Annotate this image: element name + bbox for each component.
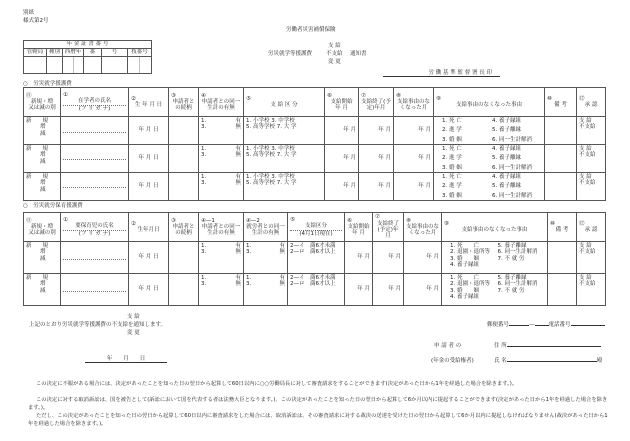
end-reason-option[interactable]: 2. 退園・退所等 (450, 281, 490, 288)
end-reason-option[interactable]: 2. 進 学 (442, 155, 462, 162)
stamp-line (383, 70, 500, 77)
column-label: 支給終了(予定)年月 (376, 220, 399, 240)
column-header (442, 213, 548, 242)
end-reason-cell (442, 242, 548, 274)
option-number: 3. (201, 152, 207, 159)
column-number: ⑧ (396, 92, 401, 99)
column-number: ⑦ (375, 214, 380, 221)
category-option[interactable]: 減 (40, 158, 46, 165)
column-number: ④—1 (201, 217, 215, 224)
name-label: 氏 名 (494, 358, 507, 364)
end-reason-cell (442, 274, 548, 306)
proviso-note: ただし、この決定があったことを知った日の翌日から起算して60日以内に審査請求をした場合には、取消訴訟は、その審査請求に対する裁決の送達を受けた日の翌日から起算して6か月以内に提起しなければなりません(裁決があった日から1年を経過した場合を除きます。)。 (28, 413, 608, 427)
approval (577, 117, 606, 145)
notice-suffix: 通知書 (350, 51, 367, 57)
same-household-applicant (199, 172, 244, 200)
payment-end-cell[interactable]: 年 月 (373, 274, 404, 306)
payment-end-cell[interactable]: 年 月 (359, 144, 394, 172)
relationship-cell[interactable] (169, 144, 199, 172)
option-label: 無 (235, 249, 241, 256)
column-number: ④—2 (246, 217, 260, 224)
end-reason-option[interactable]: 7. 不 就 労 (497, 287, 525, 294)
remarks-cell[interactable] (548, 242, 577, 274)
end-reason-cell (434, 172, 545, 200)
end-reason-option[interactable]: 5. 養子離縁 (492, 155, 521, 162)
column-header (244, 88, 325, 117)
address-label: 住 所 (494, 343, 507, 349)
childcare-aid-table (23, 212, 606, 306)
birthdate-cell[interactable]: 年 月 日 (129, 242, 169, 274)
category-option[interactable]: 減 (40, 130, 46, 137)
category-cell (24, 172, 61, 200)
same-household-worker (244, 274, 288, 306)
column-label: 新規・増 又は減の別 (28, 223, 56, 237)
payment-end-cell[interactable]: 年 月 (373, 242, 404, 274)
column-number: ⑨ (436, 95, 441, 102)
payment-start-cell[interactable]: 年 月 (345, 274, 373, 306)
section2-title: ○ 労災就労保育援護費 (23, 203, 83, 209)
payment-start-cell[interactable]: 年 月 (325, 172, 359, 200)
approval-option[interactable]: 不支給 (579, 180, 596, 187)
column-label: 支給終了(予定)年月 (361, 98, 391, 112)
payment-class (288, 242, 345, 274)
column-header (24, 88, 61, 117)
same-household-applicant-option[interactable] (201, 124, 241, 130)
column-header (345, 213, 373, 242)
birthdate-cell[interactable]: 年 月 日 (129, 117, 169, 145)
option-number: 1. (201, 275, 207, 281)
approval-option[interactable]: 支 給 (579, 243, 592, 249)
column-label: 生 年 月 日 (134, 102, 163, 108)
column-number: ⑪ (26, 92, 32, 99)
option-label: 有 (235, 275, 241, 281)
column-label: 支給開始 年 月 (347, 223, 370, 237)
notice-title: 労災就学等援護費 (268, 51, 313, 57)
category-cell (24, 117, 61, 145)
column-number: ⑩ (550, 220, 555, 227)
end-reason-option[interactable]: 6. 同一生計解消 (497, 281, 538, 288)
category-option[interactable]: 増 (40, 152, 46, 159)
column-header (359, 88, 394, 117)
school-class (244, 172, 325, 200)
end-reason-option[interactable]: 2. 進 学 (442, 127, 462, 134)
column-number: ④ (201, 92, 206, 99)
notice-date: 年 月 日 (85, 356, 167, 363)
birthdate-cell[interactable]: 年 月 日 (129, 172, 169, 200)
end-reason-option[interactable]: 3. 婚 姻 (442, 136, 462, 143)
school-class-option[interactable]: 1. 小学校 3. 中学校 (246, 145, 295, 152)
column-header (288, 213, 345, 242)
end-reason-option[interactable]: 1. 死 亡 (442, 145, 462, 152)
table-row (24, 144, 606, 172)
category-option[interactable]: 新 規 (26, 243, 49, 249)
option-label: 無 (235, 281, 241, 288)
name-field[interactable] (494, 358, 602, 364)
column-header (129, 213, 169, 242)
option-number: 3. (246, 281, 252, 288)
column-number: ⑤ (246, 95, 251, 102)
option-number: 1. (201, 145, 207, 152)
pension-number-box (23, 40, 152, 74)
payment-end-cell[interactable]: 年 月 (359, 172, 394, 200)
option-number: 1. (201, 173, 207, 180)
approval-option[interactable]: 不支給 (579, 249, 596, 256)
column-label: 支給開始 年 月 (330, 98, 353, 112)
column-header (199, 213, 244, 242)
end-reason-option[interactable]: 6. 同一生計解消 (492, 164, 532, 171)
approval-option[interactable]: 不支給 (579, 124, 596, 131)
school-class-option[interactable]: 5. 高等学校 7. 大 学 (246, 152, 297, 159)
end-reason-option[interactable]: 3. 婚 姻 (442, 192, 462, 199)
remarks-cell[interactable] (548, 274, 577, 306)
same-household-applicant-option[interactable] (201, 249, 241, 255)
school-class (244, 144, 325, 172)
end-reason-option[interactable]: 1. 死 亡 (442, 118, 462, 124)
notice-change: 変 更 (328, 59, 341, 65)
column-header (434, 88, 545, 117)
name-cell[interactable] (61, 117, 129, 145)
end-reason-option[interactable]: 1. 死 亡 (450, 243, 479, 249)
same-household-applicant (199, 117, 244, 145)
option-number: 1. (246, 243, 252, 249)
same-household-worker-option[interactable] (246, 249, 285, 255)
pension-box-column: 番 (84, 49, 102, 57)
approval-option[interactable]: 支 給 (579, 118, 592, 124)
column-label: 申請者との同一生計の有無 (201, 98, 241, 112)
name-cell[interactable] (61, 242, 129, 274)
option-number: 3. (201, 281, 207, 288)
column-header (24, 213, 61, 242)
option-number: 1. (201, 243, 207, 249)
table-row (24, 117, 606, 145)
column-header (199, 88, 244, 117)
column-label: 支給事由のなくなった月 (396, 98, 430, 112)
column-label: 新規・増 又は減の別 (28, 98, 56, 112)
category-option[interactable]: 増 (40, 249, 46, 256)
column-number: ⑫ (579, 220, 585, 227)
end-reason-option[interactable]: 4. 養子縁組 (450, 261, 479, 268)
column-label: 支給事由のなくなった月 (406, 223, 440, 237)
column-header (325, 88, 359, 117)
column-label: 申請者との続柄 (172, 98, 195, 112)
end-reason-option[interactable]: 6. 同一生計解消 (497, 249, 538, 256)
column-label: 申請者との続柄 (172, 223, 195, 237)
option-number: 1. (246, 275, 252, 281)
approval (577, 172, 606, 200)
column-number: ⑥ (327, 92, 332, 99)
end-reason-option[interactable] (498, 262, 546, 268)
payment-class-option[interactable]: 2—イ 満6才未満 (290, 243, 336, 249)
end-reason-option[interactable]: 1. 死 亡 (450, 275, 479, 281)
end-reason-option[interactable]: 3. 婚 姻 (442, 164, 462, 171)
end-reason-cell (434, 117, 545, 145)
payment-start-cell[interactable]: 年 月 (325, 144, 359, 172)
end-reason-option[interactable]: 5. 養子離縁 (492, 183, 521, 190)
applicant-label: 申 請 者 の (434, 343, 462, 349)
insurance-title: 労働者災害補償保険 (286, 27, 336, 33)
column-label: 支給事由のなくなった事由 (461, 227, 528, 233)
end-reason-option[interactable] (498, 294, 546, 300)
postal-code-field[interactable] (487, 322, 605, 328)
pension-box-column: 枝番号 (128, 49, 152, 57)
column-header (545, 88, 577, 117)
category-option[interactable]: 増 (40, 180, 46, 187)
seal-mark: 印 (486, 70, 492, 76)
column-header (244, 213, 288, 242)
same-household-applicant (199, 144, 244, 172)
column-header (169, 88, 199, 117)
option-label: 有 (235, 145, 241, 152)
same-household-applicant (199, 242, 244, 274)
same-household-worker-option[interactable] (246, 281, 285, 287)
end-reason-option[interactable]: 5. 養子離縁 (497, 243, 527, 249)
reason-ended-month-cell[interactable]: 年 月 (394, 117, 434, 145)
column-sublabel: (フ リ ガ ナ) (78, 230, 111, 237)
pension-box-column: 種別 (47, 49, 63, 57)
category-option[interactable]: 減 (40, 255, 46, 262)
category-option[interactable]: 新 規 (26, 145, 49, 152)
end-reason-option[interactable]: 6. 同一生計解消 (492, 136, 532, 143)
column-number: ② (131, 220, 136, 227)
relationship-cell[interactable] (169, 274, 199, 306)
column-label: 就労者との同一生計の有無 (246, 223, 285, 237)
reason-ended-month-cell[interactable]: 年 月 (404, 274, 442, 306)
column-label: 備 考 (555, 227, 569, 233)
column-number: ③ (171, 217, 176, 224)
name-cell[interactable] (61, 172, 129, 200)
notice-nopay: 不支給 (326, 51, 343, 57)
column-header (548, 213, 577, 242)
column-label: 支給区分 (290, 223, 342, 230)
column-label: 承 認 (584, 227, 598, 233)
approval (577, 274, 606, 306)
approval-option[interactable]: 支 給 (579, 173, 592, 180)
table-header-row (24, 88, 606, 117)
column-sublabel: (4月1日現在) (299, 230, 333, 237)
option-label: 有 (279, 275, 285, 281)
column-number: ⑪ (26, 217, 32, 224)
postal-dash: — (529, 322, 535, 328)
birthdate-cell[interactable]: 年 月 日 (129, 144, 169, 172)
option-number: 3. (201, 180, 207, 187)
payment-start-cell[interactable]: 年 月 (325, 117, 359, 145)
column-header (577, 213, 606, 242)
option-label: 無 (235, 180, 241, 187)
end-reason-option[interactable]: 7. 不 就 労 (497, 255, 525, 262)
column-number: ⑫ (579, 95, 585, 102)
column-number: ⑦ (361, 92, 366, 99)
same-household-applicant (199, 274, 244, 306)
category-option[interactable]: 減 (40, 186, 46, 193)
address-field[interactable] (494, 343, 601, 349)
column-header (61, 88, 129, 117)
category-option[interactable]: 増 (40, 124, 46, 131)
end-reason-option[interactable]: 3. 婚 姻 (450, 255, 479, 262)
category-cell (24, 274, 61, 306)
school-aid-table (23, 87, 606, 201)
end-reason-option[interactable]: 4. 養子縁組 (492, 145, 521, 152)
phone-label: 電話番号 (548, 322, 571, 328)
category-option[interactable]: 減 (40, 287, 46, 294)
end-reason-option[interactable]: 5. 養子離縁 (492, 127, 521, 134)
pension-box-title: 年 金 証 書 番 号 (24, 41, 152, 49)
footer-pay: 支 給 (127, 314, 140, 320)
school-class-option[interactable]: 5. 高等学校 7. 大 学 (246, 180, 297, 187)
column-sublabel: (フ リ ガ ナ) (78, 105, 111, 112)
column-label: 支給事由のなくなった事由 (455, 102, 522, 108)
remarks-cell[interactable] (545, 172, 577, 200)
footer-change: 変 更 (127, 330, 140, 336)
column-number: ① (63, 217, 68, 224)
column-number: ③ (171, 92, 176, 99)
pension-box-column: 西暦年 (63, 49, 84, 57)
column-label: 備 考 (554, 102, 567, 108)
approval (577, 242, 606, 274)
approval-option[interactable]: 不支給 (579, 281, 596, 288)
column-header (169, 213, 199, 242)
end-reason-option[interactable]: 4. 養子縁組 (492, 118, 521, 124)
pension-box-column: 号 (102, 49, 128, 57)
option-label: 無 (279, 249, 285, 256)
relationship-cell[interactable] (169, 117, 199, 145)
relationship-cell[interactable] (169, 242, 199, 274)
form-number: 様式第2号 (23, 18, 49, 24)
column-header (577, 88, 606, 117)
pension-box-column: 管轄局 (24, 49, 47, 57)
column-label: 支 給 区 分 (270, 102, 298, 108)
end-reason-option[interactable]: 3. 婚 姻 (450, 287, 479, 294)
lawsuit-note: この決定に対する取消訴訟は、国を被告として(訴訟において国を代表する者は法務大臣となります。)、この決定があったことを知った日の翌日から起算して6か月以内に提起することができます(決定があった日から1年を経過した場合を除きます。)。 (28, 397, 608, 411)
option-label: 無 (235, 152, 241, 159)
category-option[interactable]: 新 規 (26, 173, 49, 180)
reason-ended-month-cell[interactable]: 年 月 (404, 242, 442, 274)
column-number: ⑥ (347, 217, 352, 224)
same-household-worker (244, 242, 288, 274)
column-label: 生年月日 (137, 227, 160, 233)
option-number: 3. (201, 249, 207, 256)
column-header (61, 213, 129, 242)
column-label: 承 認 (584, 102, 598, 108)
column-number: ⑧ (406, 217, 411, 224)
column-number: ② (131, 95, 136, 102)
category-cell (24, 144, 61, 172)
column-number: ⑨ (444, 220, 449, 227)
column-number: ① (63, 92, 68, 99)
school-class-option[interactable]: 1. 小学校 3. 中学校 (246, 118, 295, 124)
option-label: 無 (279, 281, 285, 288)
column-header (394, 88, 434, 117)
payment-class-option[interactable]: 2—ロ 満6才以上 (290, 249, 336, 256)
birthdate-cell[interactable]: 年 月 日 (129, 274, 169, 306)
end-reason-option[interactable]: 5. 養子離縁 (497, 275, 527, 281)
option-label: 有 (235, 118, 241, 124)
appendix-label: 別紙 (23, 10, 35, 16)
option-number: 1. (201, 118, 207, 124)
remarks-cell[interactable] (545, 117, 577, 145)
applicant-sub-label: (年金の受給権者) (431, 358, 474, 364)
table-row (24, 242, 606, 274)
notice-pay: 支 給 (328, 43, 341, 49)
name-cell[interactable] (61, 274, 129, 306)
column-header (373, 213, 404, 242)
approval-option[interactable]: 不支給 (579, 152, 596, 159)
end-reason-option[interactable]: 2. 退園・退所等 (450, 249, 490, 256)
payment-class-option[interactable]: 2—ロ 満6才以上 (290, 281, 336, 288)
category-option[interactable]: 新 規 (26, 118, 49, 124)
table-row (24, 274, 606, 306)
table-row (24, 172, 606, 200)
category-cell (24, 242, 61, 274)
relationship-cell[interactable] (169, 172, 199, 200)
column-header (129, 88, 169, 117)
school-class-option[interactable]: 5. 高等学校 7. 大 学 (246, 124, 297, 131)
approval-option[interactable]: 支 給 (579, 275, 592, 281)
payment-class-option[interactable]: 2—イ 満6才未満 (290, 275, 336, 281)
reason-ended-month-cell[interactable]: 年 月 (394, 172, 434, 200)
section1-title: ○ 労災就学援護費 (23, 81, 72, 87)
column-header (404, 213, 442, 242)
payment-start-cell[interactable]: 年 月 (345, 242, 373, 274)
end-reason-option[interactable]: 6. 同一生計解消 (492, 192, 532, 199)
column-number: ⑩ (547, 95, 552, 102)
category-option[interactable]: 新 規 (26, 275, 49, 281)
option-label: 有 (235, 173, 241, 180)
end-reason-option[interactable]: 4. 養子縁組 (450, 293, 479, 300)
name-cell[interactable] (61, 144, 129, 172)
school-class-option[interactable]: 1. 小学校 3. 中学校 (246, 173, 295, 180)
option-label: 無 (235, 124, 241, 131)
appeal-note: この決定に不服がある場合には、決定があったことを知った日の翌日から起算して60日以内に○○労働局長に対して審査請求をすることができます(決定があった日から1年を経過した場合を除きます。)。 (36, 381, 518, 387)
column-label: 要保育児の氏名 (63, 223, 126, 230)
honorific: 殿 (596, 358, 603, 364)
table-header-row (24, 213, 606, 242)
end-reason-option[interactable]: 4. 養子縁組 (492, 173, 521, 180)
remarks-cell[interactable] (545, 144, 577, 172)
end-reason-option[interactable]: 2. 進 学 (442, 183, 462, 190)
end-reason-cell (434, 144, 545, 172)
payment-class (288, 274, 345, 306)
footer-statement: 上記のとおり労災就学等援護費の不支給を通知します。 (29, 322, 167, 328)
payment-end-cell[interactable]: 年 月 (359, 117, 394, 145)
same-household-applicant-option[interactable] (201, 152, 241, 158)
end-reason-option[interactable]: 1. 死 亡 (442, 173, 462, 180)
office-chief: 労 働 基 準 監 督 署 長 (428, 70, 485, 76)
option-number: 3. (246, 249, 252, 256)
column-label: 在学者の氏名 (63, 98, 126, 105)
postal-label: 郵便番号 (487, 322, 510, 328)
school-class (244, 117, 325, 145)
same-household-applicant-option[interactable] (201, 180, 241, 186)
same-household-applicant-option[interactable] (201, 281, 241, 287)
option-number: 3. (201, 124, 207, 131)
category-option[interactable]: 増 (40, 281, 46, 288)
option-label: 有 (235, 243, 241, 249)
approval (577, 144, 606, 172)
column-label: 申請者との同一生計の有無 (201, 223, 241, 237)
option-label: 有 (279, 243, 285, 249)
column-number: ⑤ (290, 217, 295, 224)
reason-ended-month-cell[interactable]: 年 月 (394, 144, 434, 172)
approval-option[interactable]: 支 給 (579, 145, 592, 152)
